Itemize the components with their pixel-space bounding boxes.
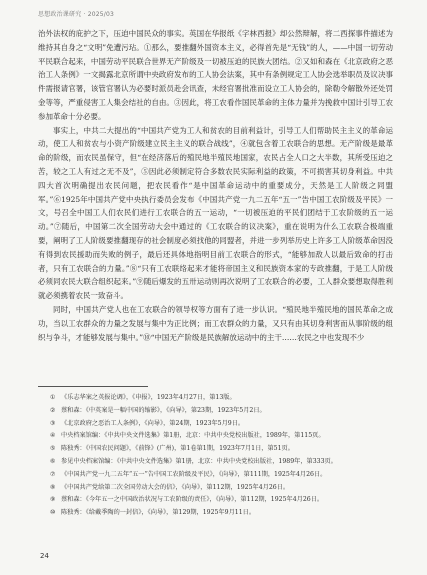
footnote-text: 陈独秀：《给戴季陶的一封信》，《向导》，第129期，1925年9月11日。: [61, 509, 256, 517]
footnotes: [38, 392, 393, 520]
page-number: 24: [40, 552, 49, 560]
body-paragraph: 同时，中国共产党人也在工农联合的领导权等方面有了进一步认识。“殖民地半殖民地的国民革命之成功，当以工农群众的力量之发展与集中为正比例；而工农群众的力量，又只有由其切身利害而从事阶级的组织与争斗，才能够发展与集中。”⑩“中国无产阶级是民族解放运动中的主干……农民之中也发现不少: [38, 304, 393, 342]
footnote-text: 蔡和森：《今年五一之中国政治状况与工农阶级的责任》，《向导》，第112期，1925年4月26日。: [61, 496, 324, 504]
footnote-mark: ⑨: [50, 496, 56, 504]
footnote: [38, 482, 393, 495]
footnote: [38, 392, 393, 405]
footnote-text: 《乐志华案之英报论调》，《申报》，1923年4月27日，第13版。: [61, 394, 236, 401]
footnote-mark: ②: [50, 406, 56, 414]
footnote-mark: ⑤: [50, 445, 56, 453]
footnote-mark: ⑦: [50, 470, 56, 478]
footnote: [38, 418, 393, 431]
footnote-text: 中央档案馆编：《中共中央文件选集》第1册，北京：中共中央党校出版社，1989年，第115页。: [61, 432, 325, 440]
footnote: [38, 507, 393, 520]
footnote-text: 《中国共产党一九二五年“五一”告中国工农阶级及平民》，《向导》，第111期，1925年4月26日。: [61, 470, 327, 478]
footnote: [38, 494, 393, 507]
footnote-mark: ⑩: [50, 509, 56, 517]
footnote-text: 《北京政府之恶治工人条例》，《向导》，第24期，1923年5月9日。: [61, 419, 245, 427]
footnote-separator: [38, 386, 148, 387]
body-paragraph: 事实上，中共二大提出的“中国共产党为工人和贫农的目前利益计，引导工人们帮助民主主义的革命运动，使工人和贫农与小资产阶级建立民主主义的联合战线”，④就包含着工农联合的思想。无产阶级是最革命的阶级，而农民虽保守，但“在经济落后的殖民地半殖民地国家，农民占全人口之大半数，其所受压迫之苦，较之工人有过之无不及”，⑤因此必须制定符合多数农民实际利益的政策，不可损害其切身利益。中共四大首次明确提出农民问题，把农民看作“是中国革命运动中的重要成分，天然是工人阶级之同盟军。”⑥1925年中国共产党中央执行委员会发布《中国共产党一九二五年“五一”告中国工农阶级及平民》一文，号召全中国工人们农民们进行工农联合的五一运动，“一切被压迫的平民们团结于工农阶级的五一运动。”⑦随后，中国第二次全国劳动大会中通过的《工农联合的议决案》，重在说明为什么工农联合极端重要，阐明了工人阶级要推翻现存的社会制度必须找他的同盟者，并进一步列举历史上许多工人阶级革命因没有得到农民援助而失败的例子，最后还具体地指明目前工农联合的形式，“能够加敌人以最后致命的打击者，只有工农联合的力量。”⑧“只有工农联络起来才能将帝国主义和民族资本家的专政推翻，于是工人阶级必须同农民大联合组织起来。”⑨随后爆发的五卅运动则再次说明了工农联合的必要，工人群众要想取得胜利就必须携着农民一致奋斗。: [38, 125, 393, 301]
footnote: [38, 443, 393, 456]
footnote-mark: ①: [50, 394, 56, 401]
footnote-text: 蔡和森：《中英案是一幅中国的缩影》，《向导》，第23期，1923年5月2日。: [61, 406, 266, 414]
footnote: [38, 430, 393, 443]
body-paragraph: 治外法权的庇护之下，压迫中国民众的事实。英国在华报纸《字林西报》却公然辩解，将二西探事件描述为维持其自身之“文明”免遭污玷。①那么，要推翻外国资本主义，必得首先是“无钱”的人，——中国一切劳动平民联合起来，中国劳动平民联合世界无产阶级及一切被压迫的民族大团结。②又如和森在《北京政府之恶治工人条例》一文揭露北京所谓中央政府发布的工人协会法案，其中有条例规定工人协会选举职员及议决事件需报请官署，该管官署认为必要时派员赴会讯查，未经官署批准而设立工人协会的，除勒令解散外还处罚金等等，严重侵害工人集会结社的自由。③因此，将工农看作国民革命的主体力量并为挽救中国计引导工农参加革命十分必要。: [38, 29, 393, 121]
footnote-text: 陈独秀：《中国农民问题》，《前锋》(广州)，第1卷第1期，1923年7月1日，第51页。: [61, 445, 294, 453]
footnote-mark: ⑧: [50, 483, 56, 491]
footnote-mark: ⑥: [50, 457, 56, 465]
footnote: [38, 469, 393, 482]
footnote-mark: ④: [50, 432, 56, 440]
footnote-mark: ③: [50, 419, 56, 427]
footnote: [38, 456, 393, 469]
footnote-text: 《中国共产党给第二次全国劳动大会的信》，《向导》，第112期，1925年4月26日。: [61, 483, 290, 491]
article-body: [38, 27, 393, 379]
running-header: 思想政治课研究 · 2025/03: [38, 11, 115, 18]
footnote: [38, 405, 393, 418]
footnote-text: 参见中央档案馆编：《中共中央文件选集》第1册，北京：中共中央党校出版社，1989年，第333页。: [61, 457, 337, 465]
